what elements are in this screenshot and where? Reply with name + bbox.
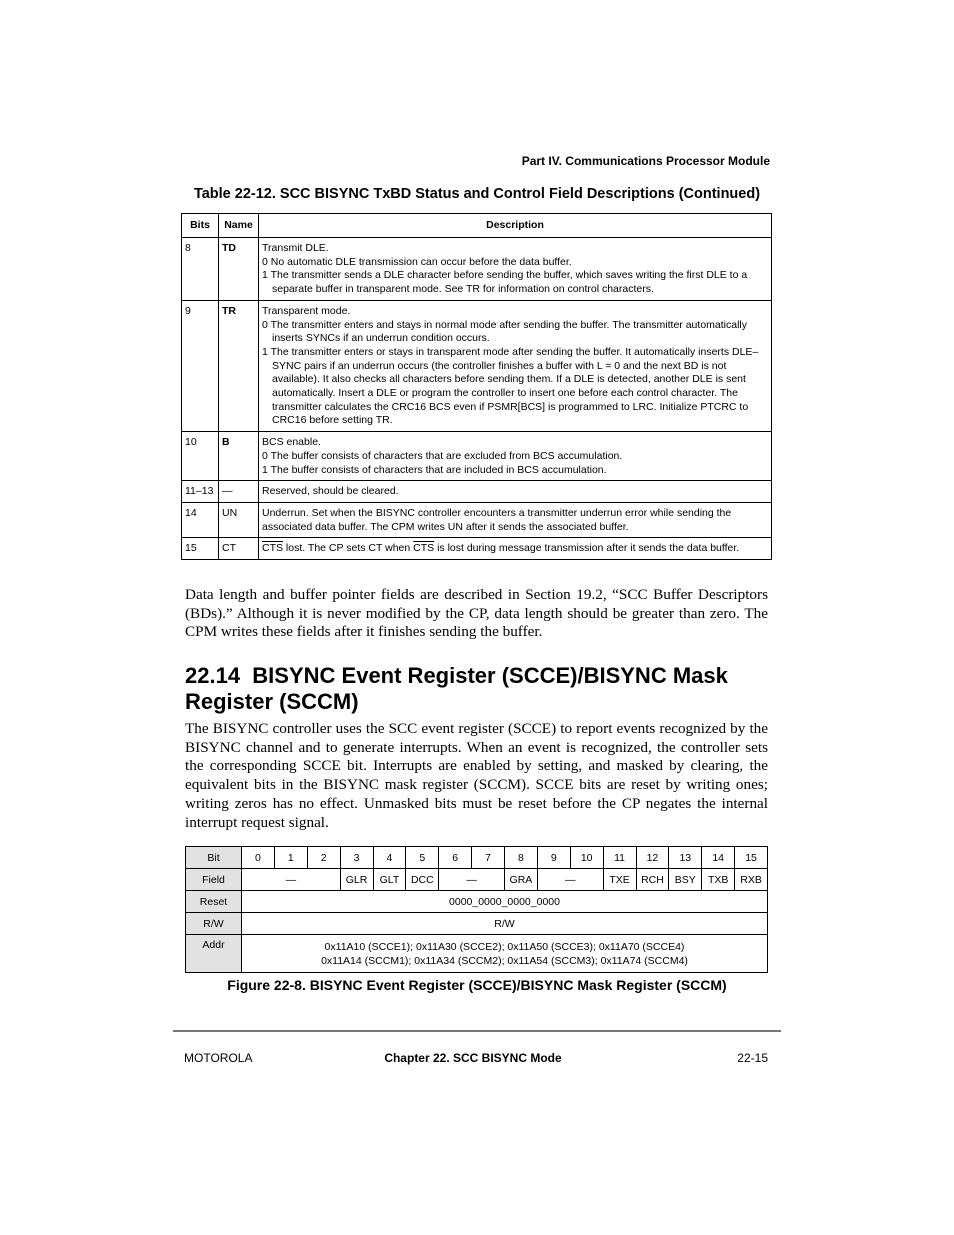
- footer-left: MOTOROLA: [184, 1051, 253, 1065]
- field-reserved: —: [242, 869, 341, 891]
- table-header-row: [182, 214, 772, 238]
- bit-number: 10: [570, 847, 603, 869]
- cts-overline-signal: $\overline{CTS}$: [262, 542, 283, 555]
- field-gra: GRA: [505, 869, 538, 891]
- description-line: BCS enable.: [262, 436, 321, 449]
- bit-number: 8: [505, 847, 538, 869]
- row-description: [259, 238, 772, 301]
- row-label-bit: Bit: [186, 847, 242, 869]
- field-txb: TXB: [702, 869, 735, 891]
- row-description: [259, 300, 772, 431]
- row-description: [259, 481, 772, 503]
- description-line: Underrun. Set when the BISYNC controller encounters a transmitter underrun error while sending the associated data buffer. The CPM writes UN after it sends the associated buffer.: [262, 506, 732, 533]
- section-heading: [185, 663, 785, 714]
- field-rxb: RXB: [735, 869, 768, 891]
- row-label-addr: Addr: [186, 935, 242, 973]
- description-line: 0 The transmitter enters and stays in normal mode after sending the buffer. The transmitter automatically inserts SYNCs if an underrun condition occurs.: [262, 318, 747, 345]
- bit-number: 12: [636, 847, 669, 869]
- field-dcc: DCC: [406, 869, 439, 891]
- row-name: TD: [219, 238, 259, 301]
- bit-number: 4: [373, 847, 406, 869]
- table-row: [182, 300, 772, 431]
- row-name: —: [219, 481, 259, 503]
- description-line: 0 No automatic DLE transmission can occur before the data buffer.: [262, 255, 572, 268]
- row-bits: 15: [182, 538, 219, 560]
- body-paragraph: Data length and buffer pointer fields are described in Section 19.2, “SCC Buffer Descriptors (BDs).” Although it is never modified by the CP, data length should be greater than zero. The CPM writes these fields after it finishes sending the buffer.: [185, 586, 768, 641]
- row-label-rw: R/W: [186, 913, 242, 935]
- row-name: TR: [219, 300, 259, 431]
- table-row: [182, 502, 772, 537]
- row-label-field: Field: [186, 869, 242, 891]
- row-description: [259, 502, 772, 537]
- bit-number: 14: [702, 847, 735, 869]
- bit-number: 6: [439, 847, 472, 869]
- table-row: [182, 238, 772, 301]
- bit-number: 15: [735, 847, 768, 869]
- description-line: Transmit DLE.: [262, 242, 329, 254]
- col-header-description: Description: [259, 214, 772, 238]
- addr-value: [242, 935, 768, 973]
- description-line: [262, 542, 768, 556]
- bit-number: 5: [406, 847, 439, 869]
- description-line: Transparent mode.: [262, 304, 351, 317]
- cts-overline-signal: $\overline{CTS}$: [413, 542, 435, 555]
- description-line: 1 The transmitter sends a DLE character before sending the buffer, which saves writing the first DLE to a separate buffer in transparent mode. See TR for information on control characters.: [262, 269, 748, 296]
- table-row: [182, 481, 772, 503]
- field-rch: RCH: [636, 869, 669, 891]
- row-label-reset: Reset: [186, 891, 242, 913]
- register-bit-row: [186, 847, 768, 869]
- row-name: B: [219, 432, 259, 481]
- row-bits: 14: [182, 502, 219, 537]
- row-description: [259, 538, 772, 560]
- row-description: [259, 432, 772, 481]
- description-line: 0 The buffer consists of characters that are excluded from BCS accumulation.: [262, 449, 623, 462]
- bit-number: 0: [242, 847, 275, 869]
- bit-number: 7: [472, 847, 505, 869]
- bit-number: 2: [307, 847, 340, 869]
- field-glt: GLT: [373, 869, 406, 891]
- body-paragraph: The BISYNC controller uses the SCC event register (SCCE) to report events recognized by the BISYNC channel and to generate interrupts. When an event is recognized, the controller sets the corresponding SCCE bit. Interrupts are enabled by setting, and masked by clearing, the equivalent bits in the BISYNC mask register (SCCM). SCCE bits are reset by writing ones; writing zeros has no effect. Unmasked bits must be reset before the CP negates the internal interrupt request signal.: [185, 720, 768, 831]
- addr-line: 0x11A10 (SCCE1); 0x11A30 (SCCE2); 0x11A50 (SCCE3); 0x11A70 (SCCE4): [324, 940, 685, 953]
- register-reset-row: [186, 891, 768, 913]
- description-text: lost. The CP sets CT when: [283, 542, 414, 555]
- addr-line: 0x11A14 (SCCM1); 0x11A34 (SCCM2); 0x11A54 (SCCM3); 0x11A74 (SCCM4): [321, 954, 688, 967]
- col-header-name: Name: [219, 214, 259, 238]
- description-line: Reserved, should be cleared.: [262, 485, 399, 498]
- row-name: UN: [219, 502, 259, 537]
- row-bits: 8: [182, 238, 219, 301]
- description-line: 1 The transmitter enters or stays in transparent mode after sending the buffer. It automatically inserts DLE–SYNC pairs if an underrun occurs (the controller finishes a buffer with L = 0 and the next BD is not available). It also checks all characters before sending them. If a DLE is detected, another DLE is sent automatically. Insert a DLE or program the controller to insert one before each control character. The transmitter calculates the CRC16 BCS even if PSMR[BCS] is programmed to LRC. Initialize PTCRC to CRC16 before setting TR.: [262, 345, 759, 427]
- table-caption: Table 22-12. SCC BISYNC TxBD Status and Control Field Descriptions (Continued): [193, 186, 761, 202]
- register-diagram: [185, 846, 768, 973]
- row-bits: 10: [182, 432, 219, 481]
- bit-number: 3: [340, 847, 373, 869]
- field-bsy: BSY: [669, 869, 702, 891]
- field-glr: GLR: [340, 869, 373, 891]
- bit-number: 1: [274, 847, 307, 869]
- figure-caption: Figure 22-8. BISYNC Event Register (SCCE)/BISYNC Mask Register (SCCM): [227, 977, 727, 993]
- running-header: Part IV. Communications Processor Module: [521, 154, 770, 168]
- table-row: [182, 432, 772, 481]
- row-bits: 11–13: [182, 481, 219, 503]
- description-line: 1 The buffer consists of characters that are included in BCS accumulation.: [262, 463, 607, 476]
- row-name: CT: [219, 538, 259, 560]
- col-header-bits: Bits: [182, 214, 219, 238]
- footer-center: Chapter 22. SCC BISYNC Mode: [384, 1051, 562, 1065]
- footer-rule: [173, 1030, 781, 1032]
- field-description-table: [181, 213, 772, 560]
- reset-value: 0000_0000_0000_0000: [242, 891, 768, 913]
- section-title: BISYNC Event Register (SCCE)/BISYNC Mask Register (SCCM): [185, 663, 728, 714]
- row-bits: 9: [182, 300, 219, 431]
- register-addr-row: [186, 935, 768, 973]
- field-reserved: —: [439, 869, 505, 891]
- bit-number: 11: [603, 847, 636, 869]
- field-txe: TXE: [603, 869, 636, 891]
- field-reserved: —: [537, 869, 603, 891]
- register-field-row: [186, 869, 768, 891]
- description-text: is lost during message transmission after it sends the data buffer.: [434, 542, 740, 555]
- bit-number: 13: [669, 847, 702, 869]
- section-number: 22.14: [185, 663, 241, 688]
- bit-number: 9: [537, 847, 570, 869]
- footer-page-number: 22-15: [737, 1051, 768, 1065]
- register-rw-row: [186, 913, 768, 935]
- rw-value: R/W: [242, 913, 768, 935]
- table-row: [182, 538, 772, 560]
